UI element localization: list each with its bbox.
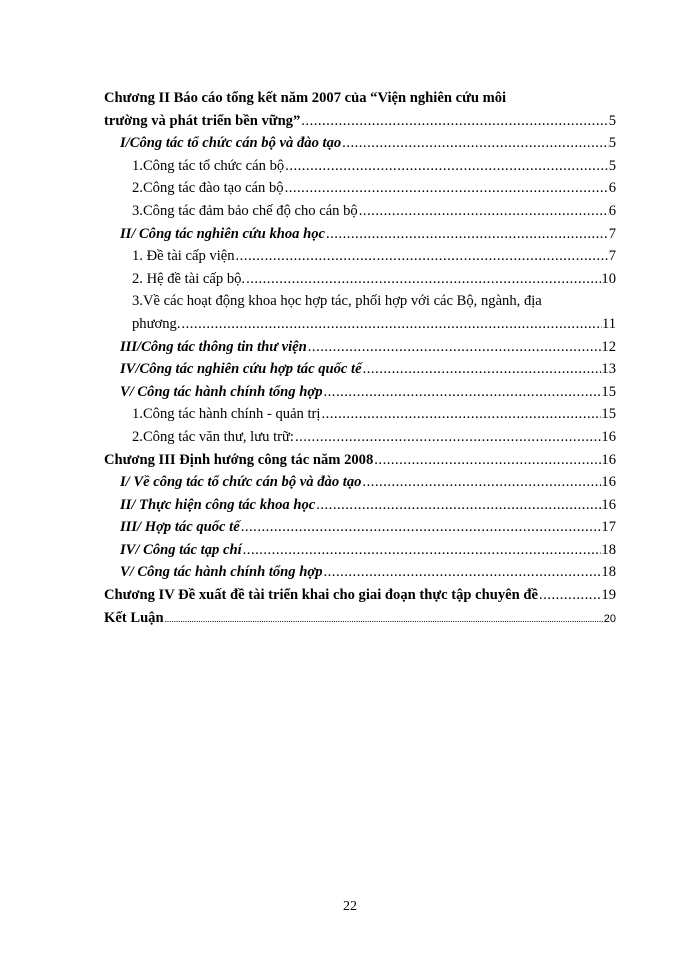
toc-entry: [104, 132, 616, 155]
toc-entry-page: 16: [601, 451, 616, 468]
toc-entry-title: Chương IV Đề xuất đề tài triển khai cho giai đoạn thực tập chuyên đề: [104, 587, 539, 604]
toc-entry: [104, 381, 616, 404]
toc-entry: [104, 200, 616, 223]
table-of-contents: [104, 87, 616, 629]
toc-chapter-entry: [104, 584, 616, 607]
toc-entry-page: 18: [601, 541, 616, 558]
toc-entry-title: 2. Hệ đề tài cấp bộ.: [132, 270, 246, 287]
dot-leader: [164, 607, 604, 631]
dot-leader: [323, 561, 602, 584]
dot-leader: [284, 177, 609, 200]
toc-entry-title: II/ Thực hiện công tác khoa học: [120, 496, 316, 513]
toc-conclusion-entry: [104, 607, 616, 630]
dot-leader: [361, 471, 601, 494]
toc-entry: [104, 516, 616, 539]
dot-leader: [538, 584, 601, 607]
toc-entry-title: 1. Đề tài cấp viện: [132, 248, 235, 265]
toc-entry-page: 10: [601, 270, 616, 287]
toc-entry-page: 6: [608, 180, 616, 197]
toc-entry-page: 5: [608, 157, 616, 174]
toc-entry: [104, 471, 616, 494]
toc-entry: [104, 177, 616, 200]
toc-entry: [104, 539, 616, 562]
toc-entry-page: 20: [603, 612, 616, 625]
toc-entry-page: 15: [601, 406, 616, 423]
toc-entry: [104, 358, 616, 381]
toc-entry-page: 12: [601, 338, 616, 355]
toc-entry-title: I/ Về công tác tổ chức cán bộ và đào tạo: [120, 474, 362, 491]
toc-entry-title: 2.Công tác đào tạo cán bộ: [132, 180, 284, 197]
dot-leader: [358, 200, 609, 223]
dot-leader: [245, 268, 601, 291]
dot-leader: [242, 539, 602, 562]
toc-chapter-2-title: Chương II Báo cáo tổng kết năm 2007 của “Viện nghiên cứu môi: [104, 90, 507, 106]
toc-entry-title: II/ Công tác nghiên cứu khoa học: [120, 225, 325, 242]
dot-leader: [373, 449, 601, 472]
toc-entry: [104, 336, 616, 359]
toc-chapter-entry: [104, 449, 616, 472]
toc-entry: [104, 494, 616, 517]
toc-entry-page: 7: [608, 248, 616, 265]
toc-entry-title: 2.Công tác văn thư, lưu trữ:: [132, 428, 294, 445]
toc-entry-title: III/Công tác thông tin thư viện: [120, 338, 307, 355]
toc-entry-title: 3.Công tác đảm bảo chế độ cho cán bộ: [132, 202, 358, 219]
toc-entry: [104, 155, 616, 178]
toc-entry-title: 1.Công tác hành chính - quản trị: [132, 406, 321, 423]
dot-leader: [320, 403, 601, 426]
toc-entry-page: 5: [608, 135, 616, 152]
toc-entry: [104, 313, 616, 336]
toc-entry-page: 13: [601, 361, 616, 378]
toc-entry-page: 16: [601, 496, 616, 513]
toc-entry: [104, 245, 616, 268]
toc-entry: [104, 403, 616, 426]
toc-chapter-2-entry: [104, 110, 616, 133]
toc-entry-title: 1.Công tác tổ chức cán bộ: [132, 157, 285, 174]
dot-leader: [325, 223, 609, 246]
toc-entry-title: V/ Công tác hành chính tổng hợp: [120, 564, 323, 581]
toc-entry-title: Kết Luận: [104, 609, 164, 626]
toc-entry-title: III/ Hợp tác quốc tế: [120, 519, 240, 536]
dot-leader: [315, 494, 601, 517]
toc-entry-title: I/Công tác tổ chức cán bộ và đào tạo: [120, 135, 342, 152]
toc-entry: [104, 426, 616, 449]
dot-leader: [323, 381, 602, 404]
dot-leader: [307, 336, 602, 359]
toc-entry-page: 5: [608, 112, 616, 129]
toc-entry-title: IV/ Công tác tạp chí: [120, 541, 242, 558]
toc-entry-page: 15: [601, 383, 616, 400]
toc-entry-title: IV/Công tác nghiên cứu hợp tác quốc tế: [120, 361, 362, 378]
toc-entry-page: 18: [601, 564, 616, 581]
toc-entry-page: 16: [601, 428, 616, 445]
dot-leader: [294, 426, 601, 449]
toc-entry-page: 17: [601, 519, 616, 536]
toc-entry-title: Chương III Định hướng công tác năm 2008: [104, 451, 374, 468]
toc-entry: [104, 268, 616, 291]
toc-entry: [104, 561, 616, 584]
dot-leader: [235, 245, 609, 268]
dot-leader: [284, 155, 609, 178]
toc-entry-page: 6: [608, 202, 616, 219]
toc-entry-page: 16: [601, 474, 616, 491]
dot-leader: [240, 516, 602, 539]
dot-leader: [180, 313, 601, 336]
dot-leader: [362, 358, 602, 381]
toc-entry-title: trường và phát triển bền vững”: [104, 112, 301, 129]
toc-entry-title: V/ Công tác hành chính tổng hợp: [120, 383, 323, 400]
toc-entry-page: 19: [601, 587, 616, 604]
toc-entry: [104, 223, 616, 246]
dot-leader: [341, 132, 609, 155]
toc-entry-page: 7: [608, 225, 616, 242]
toc-item-3-title: 3.Về các hoạt động khoa học hợp tác, phối hợp với các Bộ, ngành, địa: [132, 293, 542, 310]
page-number: 22: [343, 899, 357, 914]
toc-entry-title: phương.: [132, 315, 181, 332]
dot-leader: [300, 110, 608, 133]
toc-entry-page: 11: [601, 315, 616, 332]
